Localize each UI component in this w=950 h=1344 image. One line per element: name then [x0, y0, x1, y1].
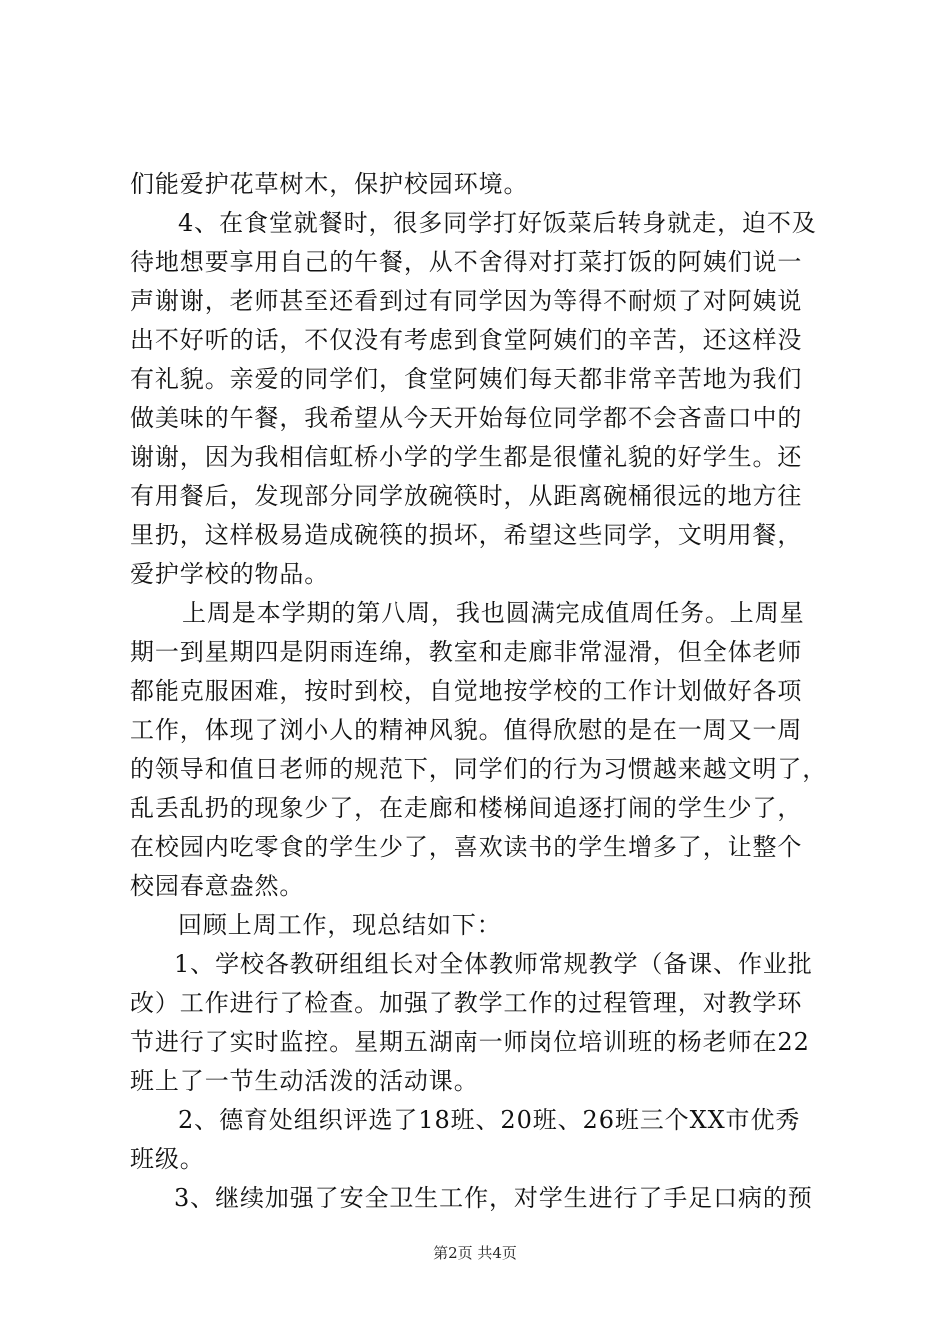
text-line: 节进行了实时监控。星期五湖南一师岗位培训班的杨老师在22 — [130, 1028, 810, 1056]
text-line: 的领导和值日老师的规范下，同学们的行为习惯越来越文明了， — [130, 755, 828, 783]
text-line: 都能克服困难，按时到校，自觉地按学校的工作计划做好各项 — [130, 677, 803, 705]
text-line: 改）工作进行了检查。加强了教学工作的过程管理，对教学环 — [130, 989, 803, 1017]
text-line: 工作，体现了浏小人的精神风貌。值得欣慰的是在一周又一周 — [130, 716, 803, 744]
page-footer: 第2页 共4页 — [433, 1244, 517, 1262]
text-line: 班上了一节生动活泼的活动课。 — [130, 1067, 479, 1095]
text-line: 声谢谢，老师甚至还看到过有同学因为等得不耐烦了对阿姨说 — [130, 287, 803, 315]
text-line: 班级。 — [130, 1145, 205, 1173]
text-line: 4、在食堂就餐时，很多同学打好饭菜后转身就走，迫不及 — [178, 209, 817, 237]
text-line: 出不好听的话，不仅没有考虑到食堂阿姨们的辛苦，还这样没 — [130, 326, 803, 354]
text-line: 谢谢，因为我相信虹桥小学的学生都是很懂礼貌的好学生。还 — [130, 443, 803, 471]
text-line: 3、继续加强了安全卫生工作，对学生进行了手足口病的预 — [174, 1184, 813, 1212]
text-line: 有礼貌。亲爱的同学们，食堂阿姨们每天都非常辛苦地为我们 — [130, 365, 803, 393]
text-line: 上周是本学期的第八周，我也圆满完成值周任务。上周星 — [182, 599, 805, 627]
text-line: 待地想要享用自己的午餐，从不舍得对打菜打饭的阿姨们说一 — [130, 248, 803, 276]
text-line: 爱护学校的物品。 — [130, 560, 330, 588]
text-line: 2、德育处组织评选了18班、20班、26班三个XX市优秀 — [178, 1106, 801, 1134]
text-line: 们能爱护花草树木，保护校园环境。 — [130, 170, 529, 198]
text-line: 期一到星期四是阴雨连绵，教室和走廊非常湿滑，但全体老师 — [130, 638, 803, 666]
text-line: 1、学校各教研组组长对全体教师常规教学（备课、作业批 — [174, 950, 813, 978]
text-line: 乱丢乱扔的现象少了，在走廊和楼梯间追逐打闹的学生少了， — [130, 794, 803, 822]
text-line: 在校园内吃零食的学生少了，喜欢读书的学生增多了，让整个 — [130, 833, 803, 861]
text-line: 里扔，这样极易造成碗筷的损坏，希望这些同学，文明用餐， — [130, 521, 803, 549]
text-line: 有用餐后，发现部分同学放碗筷时，从距离碗桶很远的地方往 — [130, 482, 803, 510]
text-line: 回顾上周工作，现总结如下： — [178, 911, 502, 939]
text-line: 校园春意盎然。 — [130, 872, 305, 900]
text-line: 做美味的午餐，我希望从今天开始每位同学都不会吝啬口中的 — [130, 404, 803, 432]
